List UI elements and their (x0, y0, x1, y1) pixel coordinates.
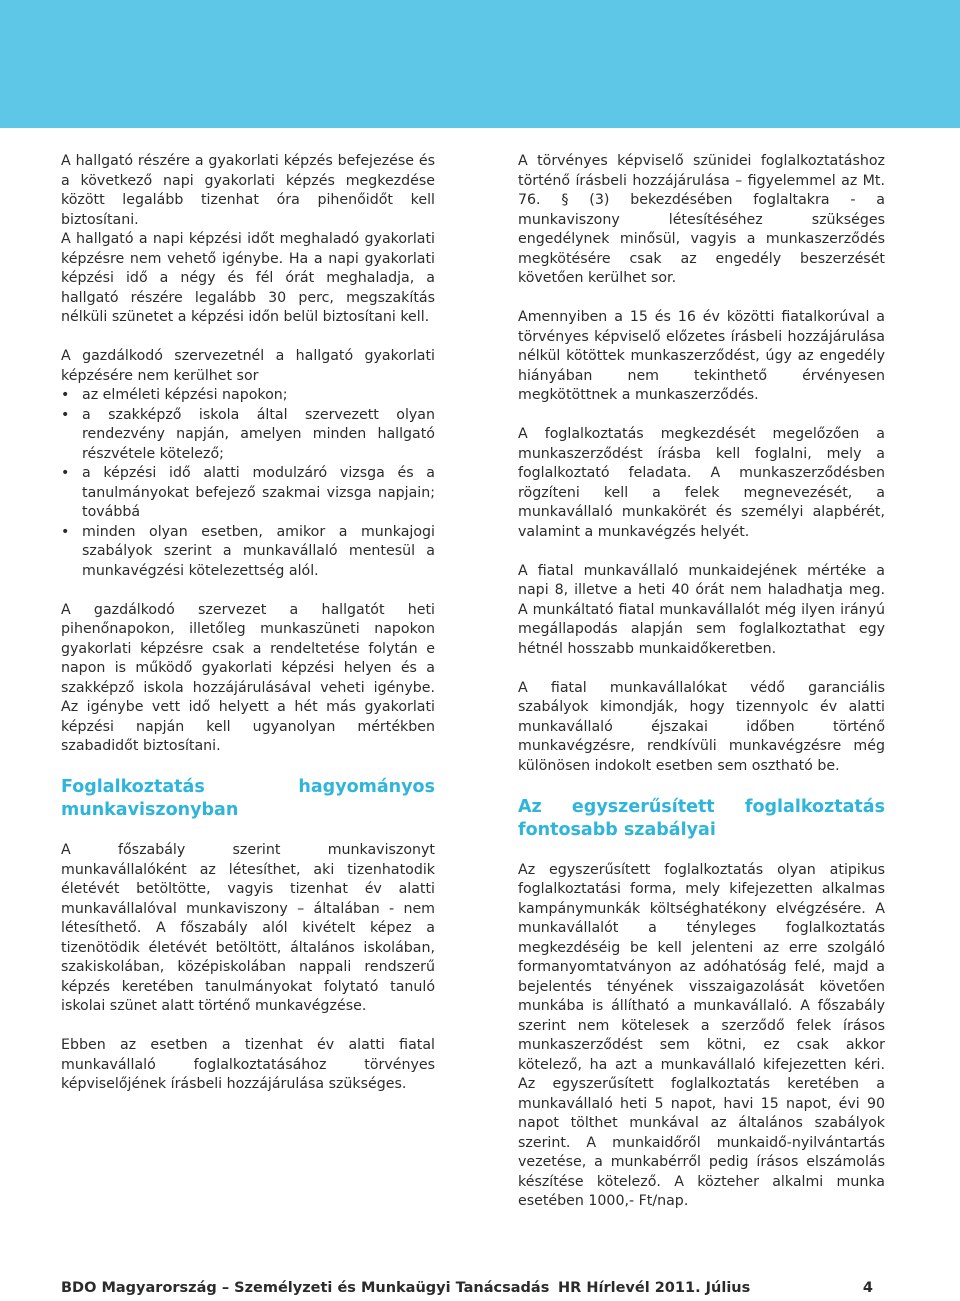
paragraph: Amennyiben a 15 és 16 év közötti fiatalkorúval a törvényes képviselő előzetes írásbeli hozzájárulása nélkül kötöttek munkaszerződést, úgy az engedély hiányában nem tekinthető érvényesen megkötöttnek a munkaszerződés. (518, 309, 885, 403)
paragraph: Az egyszerűsített foglalkoztatás olyan atipikus foglalkoztatási forma, mely kifejezetten alkalmas kampánymunkák költséghatékony elvégzésére. A munkavállalót a tényleges foglalkoztatás megkezdéséig be kell jelenteni az erre szolgáló formanyomtatványon az adóhatóság felé, majd a bejelentés tényének visszaigazolását követően munkába is állítható a munkavállaló. A főszabály szerint nem kötelesek a szerződő felek írásos munkaszerződést sem kötni, ez csak akkor kötelező, ha azt a munkavállaló kifejezetten kéri. Az egyszerűsített foglalkoztatás keretében a munkavállaló heti 5 napot, havi 15 napot, évi 90 napot tölthet munkával az általános szabályok szerint. A munkaidőről munkaidő-nyilvántartás vezetése, a munkabérről pedig írásos elszámolás készítése kötelező. A közteher alkalmi munka esetében 1000,- Ft/nap. (518, 861, 885, 1209)
paragraph: Ebben az esetben a tizenhat év alatti fiatal munkavállaló foglalkoztatásához törvényes képviselőjének írásbeli hozzájárulása szükséges. (61, 1037, 435, 1092)
bullet-list (61, 386, 435, 581)
right-column (518, 152, 885, 1231)
paragraph: A főszabály szerint munkaviszonyt munkavállalóként az létesíthet, aki tizenhatodik életévét betöltötte, vagyis tizenhat év alatti munkavállalóval munkaviszony – általában - nem létesíthető. A főszabály alól kivételt képez a tizenötödik életévét betöltött, általános iskolában, szakiskolában, középiskolában nappali rendszerű képzés keretében tanulmányokat folytató tanuló iskolai szünet alatt történő munkavégzése. (61, 842, 435, 1014)
paragraph: A fiatal munkavállaló munkaidejének mértéke a napi 8, illetve a heti 40 órát nem haladhatja meg. A munkáltató fiatal munkavállalót még ilyen irányú megállapodás alapján sem foglalkoztathat egy hétnél hosszabb munkaidőkeretben. (518, 562, 885, 657)
paragraph: A gazdálkodó szervezetnél a hallgató gyakorlati képzésére nem kerülhet sor (61, 348, 435, 384)
paragraph: A hallgató részére a gyakorlati képzés befejezése és a következő napi gyakorlati képzés megkezdése között legalább tizenhat óra pihenőidőt kell biztosítani. (61, 153, 435, 228)
page-number: 4 (862, 1280, 873, 1296)
paragraph: A foglalkoztatás megkezdését megelőzően a munkaszerződést írásba kell foglalni, mely a foglalkoztató feladata. A munkaszerződésben rögzíteni kell a felek megnevezését, a munkavállaló munkakörét és személyi alapbérét, valamint a munkavégzés helyét. (518, 426, 885, 540)
section-heading: Az egyszerűsített foglalkoztatás fontosabb szabályai (518, 796, 885, 840)
list-item: • a szakképző iskola által szervezett olyan rendezvény napján, amelyen minden hallgató részvétele kötelező; (61, 406, 435, 465)
list-item: • minden olyan esetben, amikor a munkajogi szabályok szerint a munkavállaló mentesül a munkavégzési kötelezettség alól. (61, 523, 435, 582)
paragraph: A gazdálkodó szervezet a hallgatót heti pihenőnapokon, illetőleg munkaszüneti napokon gyakorlati képzésre csak a rendeltetése folytán e napon is működő gyakorlati képzési helyen és a szakképző iskola hozzájárulásával veheti igénybe. Az igénybe vett idő helyett a hét más gyakorlati képzési napján kell ugyanolyan mértékben szabadidőt biztosítani. (61, 601, 435, 754)
paragraph: A törvényes képviselő szünidei foglalkoztatáshoz történő írásbeli hozzájárulása – figyelemmel az Mt. 76. § (3) bekezdésében foglaltakra - a munkaviszony létesítéséhez szükséges engedélynek minősül, vagyis a munkaszerződés megkötésére csak az engedély beszerzését követően kerülhet sor. (518, 153, 885, 286)
header-band (0, 0, 960, 128)
list-item: • az elméleti képzési napokon; (61, 386, 435, 406)
page-footer (61, 1280, 873, 1300)
paragraph: A fiatal munkavállalókat védő garanciális szabályok kimondják, hogy tizennyolc év alatti munkavállaló éjszakai időben történő munkavégzésre, rendkívüli munkavégzésre még különösen indokolt esetben sem osztható be. (518, 679, 885, 774)
paragraph: A hallgató a napi képzési időt meghaladó gyakorlati képzésre nem vehető igénybe. Ha a napi gyakorlati képzési idő a négy és fél órát meghaladja, a hallgató részére legalább 30 perc, megszakítás nélküli szünetet a képzési időn belül biztosítani kell. (61, 231, 435, 325)
section-heading: Foglalkoztatás hagyományos munkaviszonyban (61, 777, 435, 820)
footer-company: BDO Magyarország – Személyzeti és Munkaügyi Tanácsadás (61, 1280, 550, 1296)
left-column (61, 152, 435, 1114)
footer-newsletter: HR Hírlevél 2011. Július (558, 1280, 751, 1296)
list-item: • a képzési idő alatti modulzáró vizsga és a tanulmányokat befejező szakmai vizsga napjain; továbbá (61, 464, 435, 523)
